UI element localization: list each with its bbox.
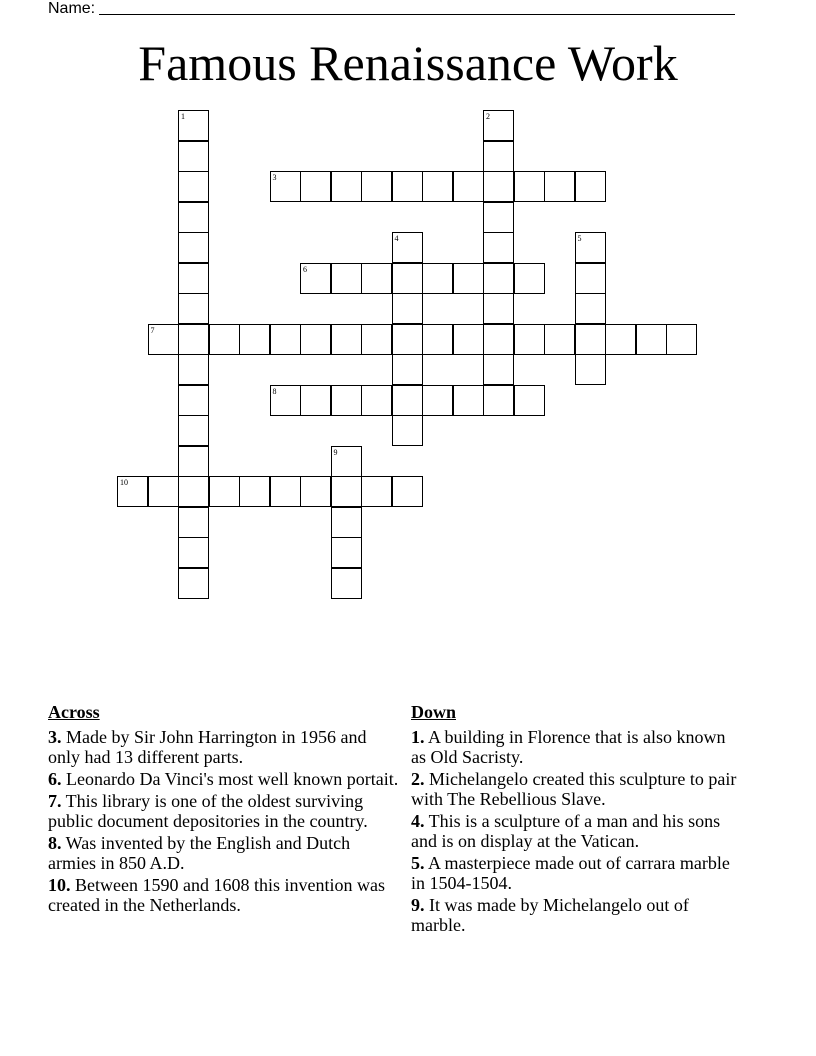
- grid-cell[interactable]: [392, 324, 423, 355]
- clue-number: 2: [486, 112, 490, 121]
- grid-cell[interactable]: [575, 324, 606, 355]
- clue-text: Was invented by the English and Dutch armies in 850 A.D.: [48, 833, 351, 873]
- grid-cell[interactable]: [483, 263, 514, 294]
- grid-cell[interactable]: [483, 385, 514, 416]
- grid-cell[interactable]: [483, 171, 514, 202]
- clue-number-label: 4.: [411, 811, 425, 831]
- grid-cell[interactable]: [178, 110, 209, 141]
- grid-cell[interactable]: [178, 476, 209, 507]
- grid-cell[interactable]: [178, 354, 209, 385]
- grid-cell[interactable]: [148, 324, 179, 355]
- clue-number-label: 9.: [411, 895, 425, 915]
- grid-cell[interactable]: [178, 232, 209, 263]
- grid-cell[interactable]: [178, 385, 209, 416]
- grid-cell[interactable]: [178, 324, 209, 355]
- grid-cell[interactable]: [178, 415, 209, 446]
- down-clue: [411, 769, 741, 809]
- grid-cell[interactable]: [270, 324, 301, 355]
- grid-cell[interactable]: [178, 507, 209, 538]
- across-clues: [48, 701, 400, 917]
- grid-cell[interactable]: [270, 385, 301, 416]
- clue-text: A building in Florence that is also known as Old Sacristy.: [411, 727, 726, 767]
- down-clue: [411, 727, 741, 767]
- grid-cell[interactable]: [331, 446, 362, 477]
- grid-cell[interactable]: [178, 446, 209, 477]
- grid-cell[interactable]: [422, 171, 453, 202]
- grid-cell[interactable]: [270, 476, 301, 507]
- grid-cell[interactable]: [331, 537, 362, 568]
- grid-cell[interactable]: [331, 568, 362, 599]
- grid-cell[interactable]: [483, 232, 514, 263]
- grid-cell[interactable]: [361, 171, 392, 202]
- grid-cell[interactable]: [392, 293, 423, 324]
- grid-cell[interactable]: [178, 202, 209, 233]
- grid-cell[interactable]: [148, 476, 179, 507]
- grid-cell[interactable]: [392, 385, 423, 416]
- clue-text: This library is one of the oldest surviving public document depositories in the country.: [48, 791, 368, 831]
- grid-cell[interactable]: [209, 324, 240, 355]
- clue-number-label: 8.: [48, 833, 62, 853]
- across-clue: [48, 833, 400, 873]
- grid-cell[interactable]: [483, 141, 514, 172]
- grid-cell[interactable]: [483, 293, 514, 324]
- clue-number-label: 2.: [411, 769, 425, 789]
- grid-cell[interactable]: [605, 324, 636, 355]
- grid-cell[interactable]: [331, 507, 362, 538]
- clue-number-label: 6.: [48, 769, 62, 789]
- grid-cell[interactable]: [178, 537, 209, 568]
- grid-cell[interactable]: [300, 476, 331, 507]
- grid-cell[interactable]: [331, 263, 362, 294]
- clue-text: This is a sculpture of a man and his sons and is on display at the Vatican.: [411, 811, 721, 851]
- across-clue: [48, 769, 400, 789]
- grid-cell[interactable]: [575, 232, 606, 263]
- grid-cell[interactable]: [514, 324, 545, 355]
- grid-cell[interactable]: [239, 324, 270, 355]
- grid-cell[interactable]: [514, 385, 545, 416]
- clue-number: 4: [394, 234, 399, 243]
- clue-number-label: 7.: [48, 791, 62, 811]
- grid-cell[interactable]: [392, 415, 423, 446]
- across-clue: [48, 791, 400, 831]
- grid-cell[interactable]: [483, 354, 514, 385]
- grid-cell[interactable]: [392, 263, 423, 294]
- clue-text: A masterpiece made out of carrara marble in 1504-1504.: [411, 853, 730, 893]
- clue-text: Made by Sir John Harrington in 1956 and only had 13 different parts.: [48, 727, 367, 767]
- grid-cell[interactable]: [178, 171, 209, 202]
- grid-cell[interactable]: [422, 324, 453, 355]
- grid-cell[interactable]: [117, 476, 148, 507]
- grid-cell[interactable]: [300, 324, 331, 355]
- clue-number-label: 5.: [411, 853, 425, 873]
- grid-cell[interactable]: [300, 263, 331, 294]
- clue-number: 6: [303, 264, 307, 274]
- grid-cell[interactable]: [300, 171, 331, 202]
- grid-cell[interactable]: [514, 171, 545, 202]
- clue-text: It was made by Michelangelo out of marble.: [411, 895, 689, 935]
- down-heading: Down: [411, 702, 457, 722]
- grid-cell[interactable]: [422, 385, 453, 416]
- clue-number: 9: [333, 447, 338, 457]
- grid-cell[interactable]: [392, 476, 423, 507]
- grid-cell[interactable]: [209, 476, 240, 507]
- clue-number-label: 3.: [48, 727, 62, 747]
- page-title: Famous Renaissance Work: [138, 35, 678, 91]
- across-clue: [48, 875, 400, 915]
- clue-number: 8: [272, 386, 277, 396]
- clue-text: Michelangelo created this sculpture to pair with The Rebellious Slave.: [411, 769, 737, 809]
- clue-number: 3: [272, 173, 277, 182]
- clue-text: Leonardo Da Vinci's most well known portait.: [61, 769, 399, 789]
- grid-cell[interactable]: [270, 171, 301, 202]
- grid-cell[interactable]: [392, 171, 423, 202]
- grid-cell[interactable]: [575, 171, 606, 202]
- grid-cell[interactable]: [575, 263, 606, 294]
- grid-cell[interactable]: [178, 141, 209, 172]
- grid-cell[interactable]: [392, 354, 423, 385]
- grid-cell[interactable]: [331, 385, 362, 416]
- grid-cell[interactable]: [483, 202, 514, 233]
- grid-cell[interactable]: [483, 110, 514, 141]
- grid-cell[interactable]: [331, 324, 362, 355]
- grid-cell[interactable]: [636, 324, 667, 355]
- grid-cell[interactable]: [422, 263, 453, 294]
- grid-cell[interactable]: [453, 263, 484, 294]
- grid-cell[interactable]: [331, 171, 362, 202]
- down-clues: [411, 701, 741, 937]
- across-heading: Across: [48, 702, 100, 722]
- across-clue-list: [48, 727, 400, 915]
- grid-cell[interactable]: [575, 293, 606, 324]
- across-clue: [48, 727, 400, 767]
- clue-number: 1: [181, 112, 185, 121]
- grid-cell[interactable]: [453, 171, 484, 202]
- grid-cell[interactable]: [178, 568, 209, 599]
- clue-number: 5: [577, 234, 582, 243]
- grid-cell[interactable]: [666, 324, 697, 355]
- grid-cell[interactable]: [361, 476, 392, 507]
- name-label: Name:: [48, 0, 96, 17]
- down-clue-list: [411, 727, 741, 935]
- grid-cell[interactable]: [331, 476, 362, 507]
- clue-number-label: 1.: [411, 727, 425, 747]
- grid-cell[interactable]: [239, 476, 270, 507]
- grid-cell[interactable]: [544, 324, 575, 355]
- clue-number: 10: [120, 478, 128, 487]
- down-clue: [411, 895, 741, 935]
- clue-text: Between 1590 and 1608 this invention was created in the Netherlands.: [48, 875, 385, 915]
- grid-cell[interactable]: [361, 263, 392, 294]
- clue-number: 7: [150, 325, 155, 335]
- grid-cell[interactable]: [483, 324, 514, 355]
- grid-cell[interactable]: [178, 293, 209, 324]
- grid-cell[interactable]: [575, 354, 606, 385]
- grid-cell[interactable]: [453, 385, 484, 416]
- grid-cell[interactable]: [361, 385, 392, 416]
- grid-cell[interactable]: [361, 324, 392, 355]
- grid-cell[interactable]: [453, 324, 484, 355]
- grid-cell[interactable]: [514, 263, 545, 294]
- grid-cell[interactable]: [300, 385, 331, 416]
- clue-number-label: 10.: [48, 875, 71, 895]
- grid-cell[interactable]: [544, 171, 575, 202]
- grid-cell[interactable]: [392, 232, 423, 263]
- grid-cell[interactable]: [178, 263, 209, 294]
- down-clue: [411, 853, 741, 893]
- down-clue: [411, 811, 741, 851]
